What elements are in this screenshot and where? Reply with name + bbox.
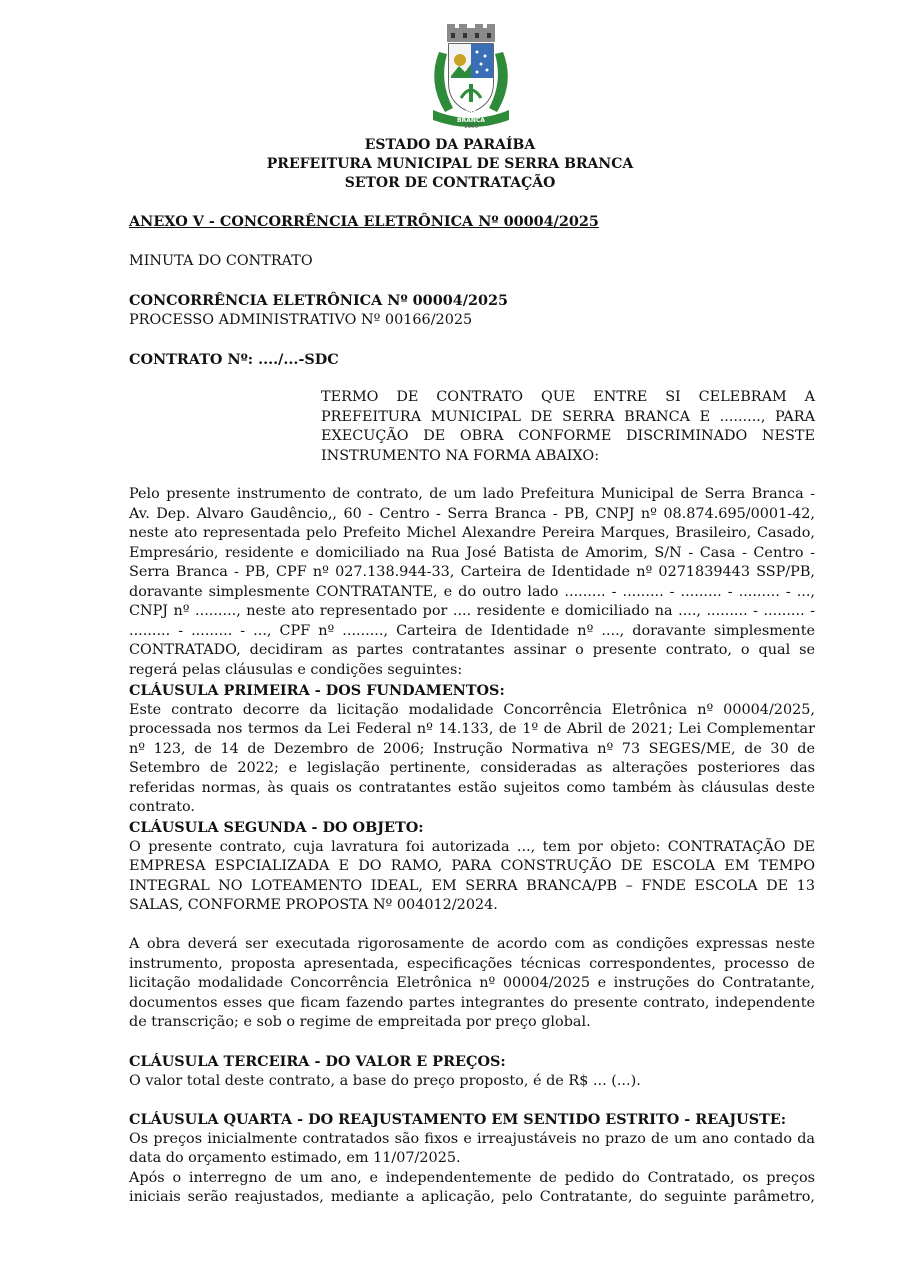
crest-year: 1959 bbox=[464, 124, 478, 130]
clausula-segunda-text1: O presente contrato, cuja lavratura foi autorizada ..., tem por objeto: CONTRATAÇÃO DE EMPRESA ESPCIALIZADA E DO RAMO, PARA CONSTRUÇÃO DE ESCOLA EM TEMPO INTEGRAL NO LOTEAMENTO IDEAL, EM SERRA BRANCA/PB – FNDE ESCOLA DE 13 SALAS, CONFORME PROPOSTA Nº 004012/2024. bbox=[129, 838, 815, 913]
clausula-segunda bbox=[129, 818, 815, 1033]
municipal-coat-of-arms-icon bbox=[425, 22, 517, 134]
processo-label: PROCESSO ADMINISTRATIVO Nº 00166/2025 bbox=[129, 312, 473, 328]
clausula-quarta bbox=[129, 1110, 815, 1208]
clausula-quarta-text1: Os preços inicialmente contratados são fixos e irreajustáveis no prazo de um ano contado da data do orçamento estimado, em 11/07/2025. bbox=[129, 1130, 815, 1166]
minuta-label: MINUTA DO CONTRATO bbox=[129, 253, 313, 269]
preambulo-paragraph: Pelo presente instrumento de contrato, de um lado Prefeitura Municipal de Serra Branca - Av. Dep. Alvaro Gaudêncio,, 60 - Centro - Serra Branca - PB, CNPJ nº 08.874.695/0001-42, neste ato representada pelo Prefeito Michel Alexandre Pereira Marques, Brasileiro, Casado, Empresário, residente e domiciliado na Rua José Batista de Amorim, S/N - Casa - Centro - Serra Branca - PB, CPF nº 027.138.944-33, Carteira de Identidade nº 0271839443 SSP/PB, doravante simplesmente CONTRATANTE, e do outro lado ......... - ......... - ......... - ......... - ..., CNPJ nº ........., neste ato representado por .... residente e domiciliado na ...., ......... - ......... - ......... - ......... - ..., CPF nº ........., Carteira de Identidade nº ...., doravante simplesmente CONTRATADO, decidiram as partes contratantes assinar o presente contrato, o qual se regerá pelas cláusulas e condições seguintes: bbox=[129, 486, 815, 678]
clausula-quarta-text2: Após o interregno de um ano, e independentemente de pedido do Contratado, os preços iniciais serão reajustados, mediante a aplicação, pelo Contratante, do seguinte parâmetro, bbox=[129, 1169, 815, 1205]
clausula-segunda-title: CLÁUSULA SEGUNDA - DO OBJETO: bbox=[129, 819, 424, 836]
header-state: ESTADO DA PARAÍBA bbox=[364, 137, 536, 153]
clausula-primeira-text: Este contrato decorre da licitação modalidade Concorrência Eletrônica nº 00004/2025, processada nos termos da Lei Federal nº 14.133, de 1º de Abril de 2021; Lei Complementar nº 123, de 14 de Dezembro de 2006; Instrução Normativa nº 73 SEGES/ME, de 30 de Setembro de 2022; e legislação pertinente, consideradas as alterações posteriores das referidas normas, às quais os contratantes estão sujeitos como também às cláusulas deste contrato. bbox=[129, 701, 815, 815]
clausula-primeira bbox=[129, 681, 815, 818]
header-setor: SETOR DE CONTRATAÇÃO bbox=[344, 175, 556, 191]
concorrencia-label: CONCORRÊNCIA ELETRÔNICA Nº 00004/2025 bbox=[129, 292, 509, 309]
clausula-primeira-title: CLÁUSULA PRIMEIRA - DOS FUNDAMENTOS: bbox=[129, 682, 505, 699]
annex-title: ANEXO V - CONCORRÊNCIA ELETRÔNICA Nº 00004/2025 bbox=[129, 213, 599, 230]
document-header bbox=[0, 136, 900, 193]
clausula-quarta-title: CLÁUSULA QUARTA - DO REAJUSTAMENTO EM SENTIDO ESTRITO - REAJUSTE: bbox=[129, 1111, 787, 1128]
header-prefeitura: PREFEITURA MUNICIPAL DE SERRA BRANCA bbox=[266, 156, 634, 172]
clausula-terceira-text: O valor total deste contrato, a base do preço proposto, é de R$ ... (...). bbox=[129, 1072, 641, 1089]
crest-ribbon-text: SERRA BRANCA bbox=[457, 110, 485, 124]
clausula-terceira-title: CLÁUSULA TERCEIRA - DO VALOR E PREÇOS: bbox=[129, 1053, 506, 1070]
termo-ementa: TERMO DE CONTRATO QUE ENTRE SI CELEBRAM A PREFEITURA MUNICIPAL DE SERRA BRANCA E ........., PARA EXECUÇÃO DE OBRA CONFORME DISCRIMINADO NESTE INSTRUMENTO NA FORMA ABAIXO: bbox=[321, 389, 815, 464]
contrato-numero: CONTRATO Nº: ..../...-SDC bbox=[129, 351, 339, 368]
clausula-terceira bbox=[129, 1052, 815, 1091]
clausula-segunda-text2: A obra deverá ser executada rigorosamente de acordo com as condições expressas neste instrumento, proposta apresentada, especificações técnicas correspondentes, processo de licitação modalidade Concorrência Eletrônica nº 00004/2025 e instruções do Contratante, documentos esses que ficam fazendo partes integrantes do presente contrato, independente de transcrição; e sob o regime de empreitada por preço global. bbox=[129, 936, 815, 1030]
